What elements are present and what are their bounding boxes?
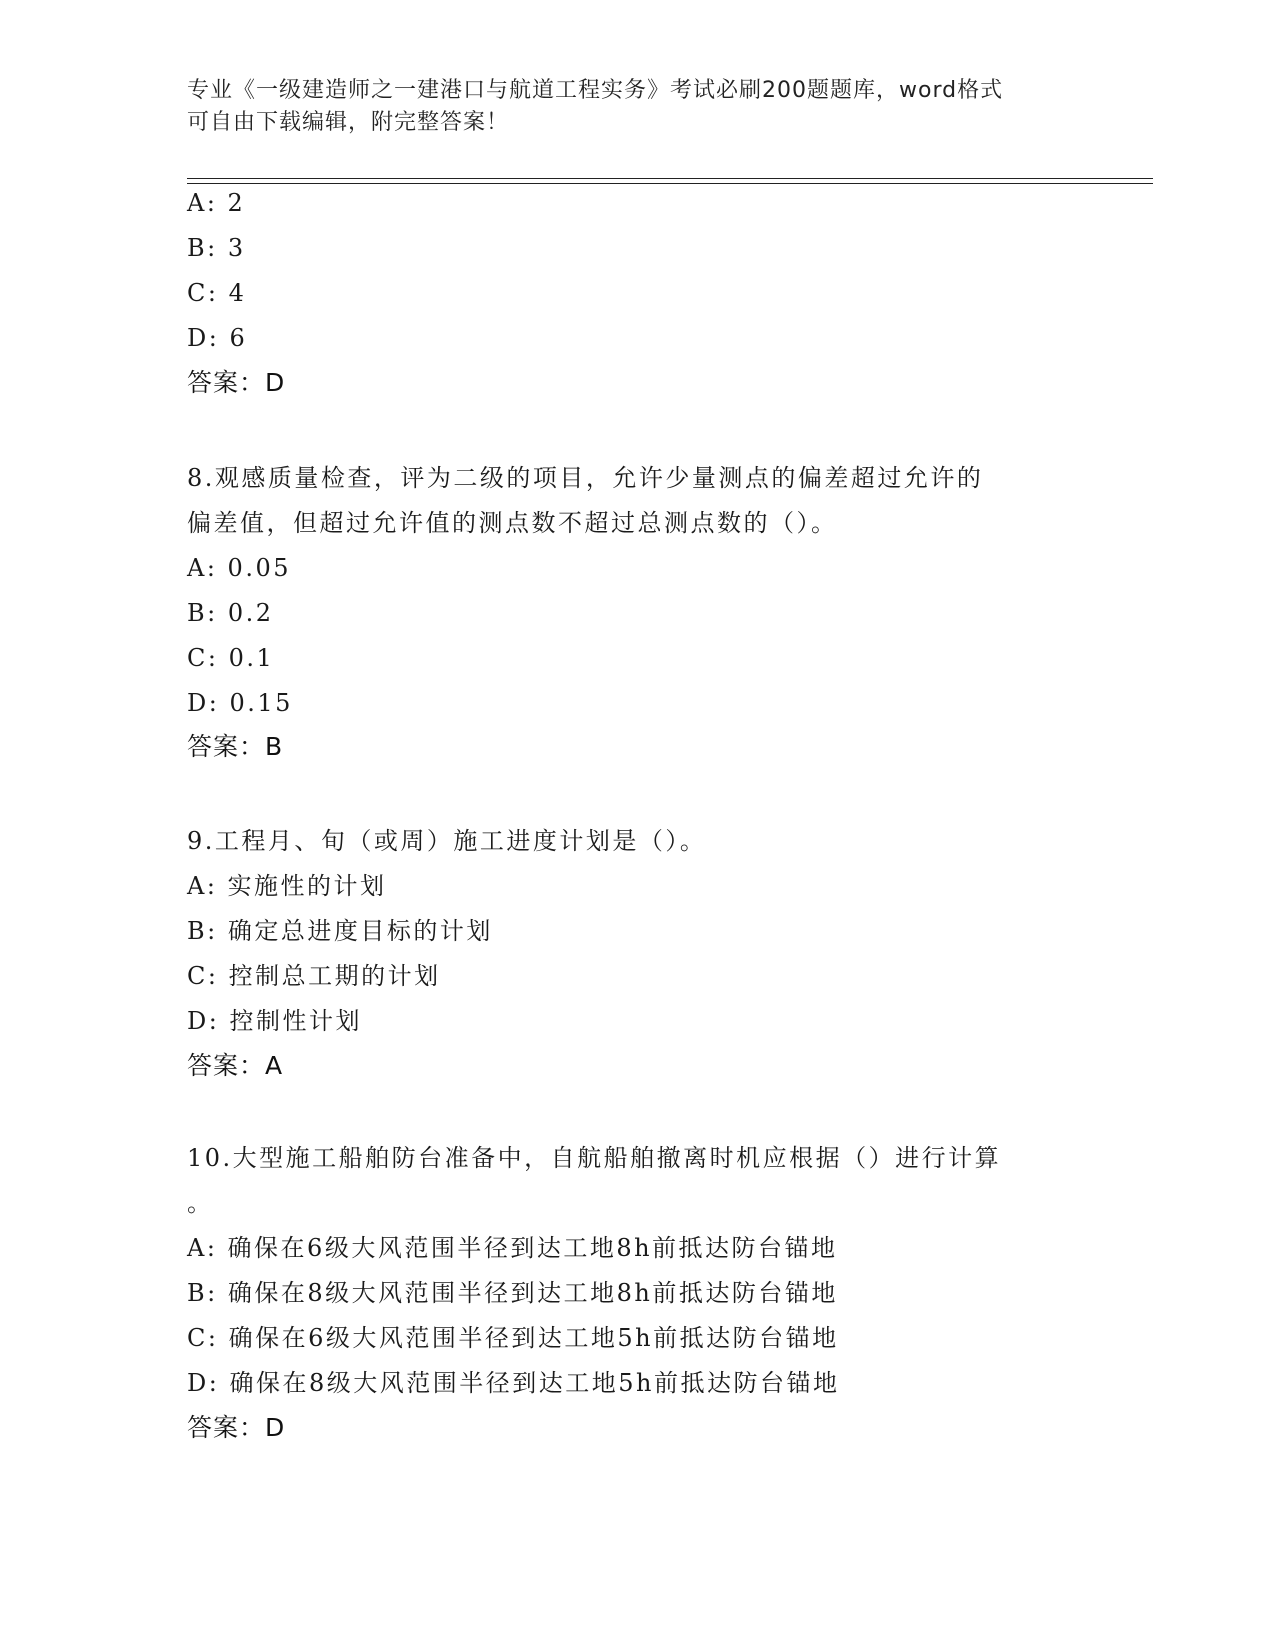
q8-option-c: C: 0.1 [187,644,275,672]
q9-option-d: D: 控制性计划 [187,1007,362,1035]
q7-answer: 答案：D [187,368,286,397]
q9-option-b: B: 确定总进度目标的计划 [187,917,493,945]
q10-option-d: D: 确保在8级大风范围半径到达工地5h前抵达防台锚地 [187,1369,840,1397]
q7-option-a: A: 2 [187,189,246,217]
q7-option-b: B: 3 [187,234,246,262]
q10-option-c: C: 确保在6级大风范围半径到达工地5h前抵达防台锚地 [187,1324,839,1352]
q9-stem-line-1: 9.工程月、旬（或周）施工进度计划是（）。 [187,827,707,855]
q10-option-a: A: 确保在6级大风范围半径到达工地8h前抵达防台锚地 [187,1234,838,1262]
q7-option-c: C: 4 [187,279,247,307]
header-line-1: 专业《一级建造师之一建港口与航道工程实务》考试必刷200题题库，word格式 [187,78,1004,103]
q8-stem-line-1: 8.观感质量检查，评为二级的项目，允许少量测点的偏差超过允许的 [187,464,984,492]
q8-option-a: A: 0.05 [187,554,291,582]
header-divider-bottom [187,183,1153,184]
q8-answer: 答案：B [187,732,284,761]
q8-stem-line-2: 偏差值，但超过允许值的测点数不超过总测点数的（）。 [187,509,838,537]
q8-option-b: B: 0.2 [187,599,274,627]
q10-answer: 答案：D [187,1413,286,1442]
q10-option-b: B: 确保在8级大风范围半径到达工地8h前抵达防台锚地 [187,1279,838,1307]
header-divider-top [187,178,1153,179]
q10-stem-line-2: 。 [187,1189,214,1217]
q9-option-c: C: 控制总工期的计划 [187,962,441,990]
q9-answer: 答案：A [187,1051,284,1080]
q10-stem-line-1: 10.大型施工船舶防台准备中，自航船舶撤离时机应根据（）进行计算 [187,1144,1002,1172]
header-line-2: 可自由下载编辑，附完整答案！ [187,110,510,135]
q8-option-d: D: 0.15 [187,689,293,717]
document-header [187,75,1087,139]
q7-option-d: D: 6 [187,324,248,352]
q9-option-a: A: 实施性的计划 [187,872,387,900]
